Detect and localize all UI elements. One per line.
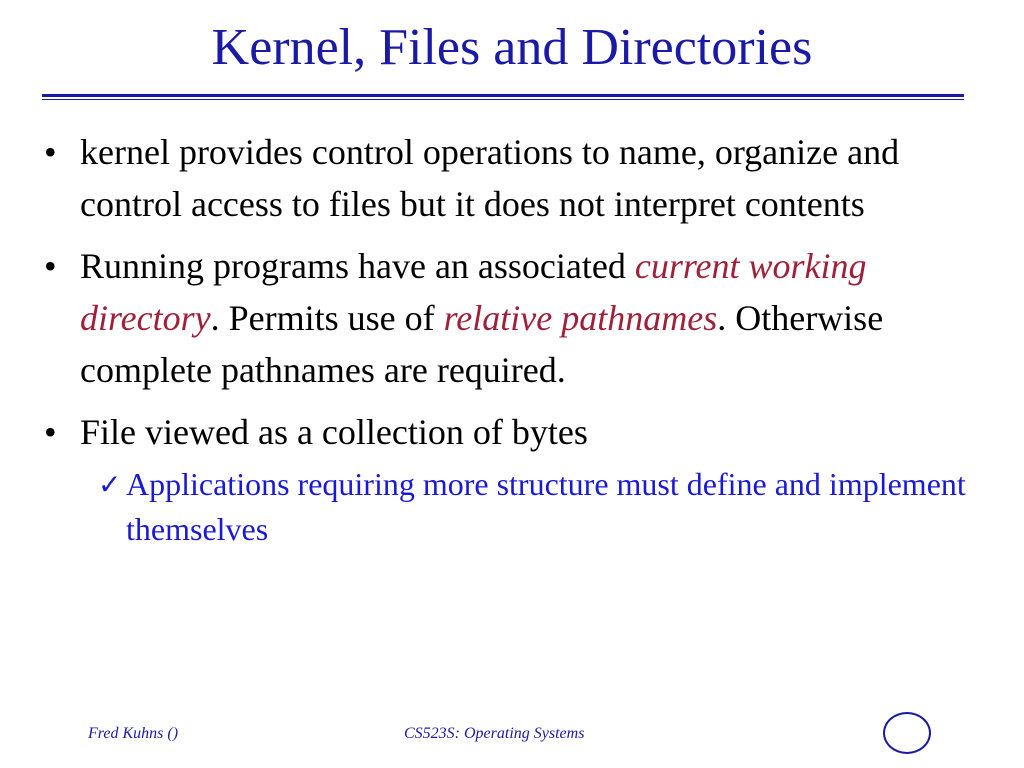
bullet-text: File viewed as a collection of bytes bbox=[80, 412, 588, 452]
emphasis-term: current working directory bbox=[80, 246, 867, 338]
sub-bullet-text: Applications requiring more structure must define and implement themselves bbox=[126, 466, 966, 547]
footer-course: CS523S: Operating Systems bbox=[404, 725, 585, 742]
bullet-text: . Permits use of bbox=[210, 298, 444, 338]
bullet-text: kernel provides control operations to name, organize and control access to files but it does not interpret contents bbox=[80, 132, 900, 224]
bullet-text: Running programs have an associated bbox=[80, 246, 635, 286]
title-underline bbox=[42, 94, 964, 97]
bullet-text: . Otherwise complete pathnames are required. bbox=[80, 298, 884, 390]
bullet-dot: • bbox=[44, 246, 57, 286]
bullet-list bbox=[40, 126, 980, 552]
bullet-dot: • bbox=[44, 412, 57, 452]
emphasis-term: relative pathnames bbox=[443, 298, 718, 338]
bullet-dot: • bbox=[44, 132, 57, 172]
bullet-item bbox=[40, 126, 980, 230]
footer-circle-logo bbox=[883, 712, 931, 754]
checkmark-icon: ✓ bbox=[98, 468, 122, 501]
slide-title: Kernel, Files and Directories bbox=[211, 19, 813, 76]
sub-bullet-item bbox=[40, 462, 980, 552]
bullet-item bbox=[40, 240, 980, 396]
title-underline-thin bbox=[42, 99, 964, 100]
footer-author: Fred Kuhns () bbox=[88, 725, 179, 742]
bullet-item bbox=[40, 406, 980, 458]
